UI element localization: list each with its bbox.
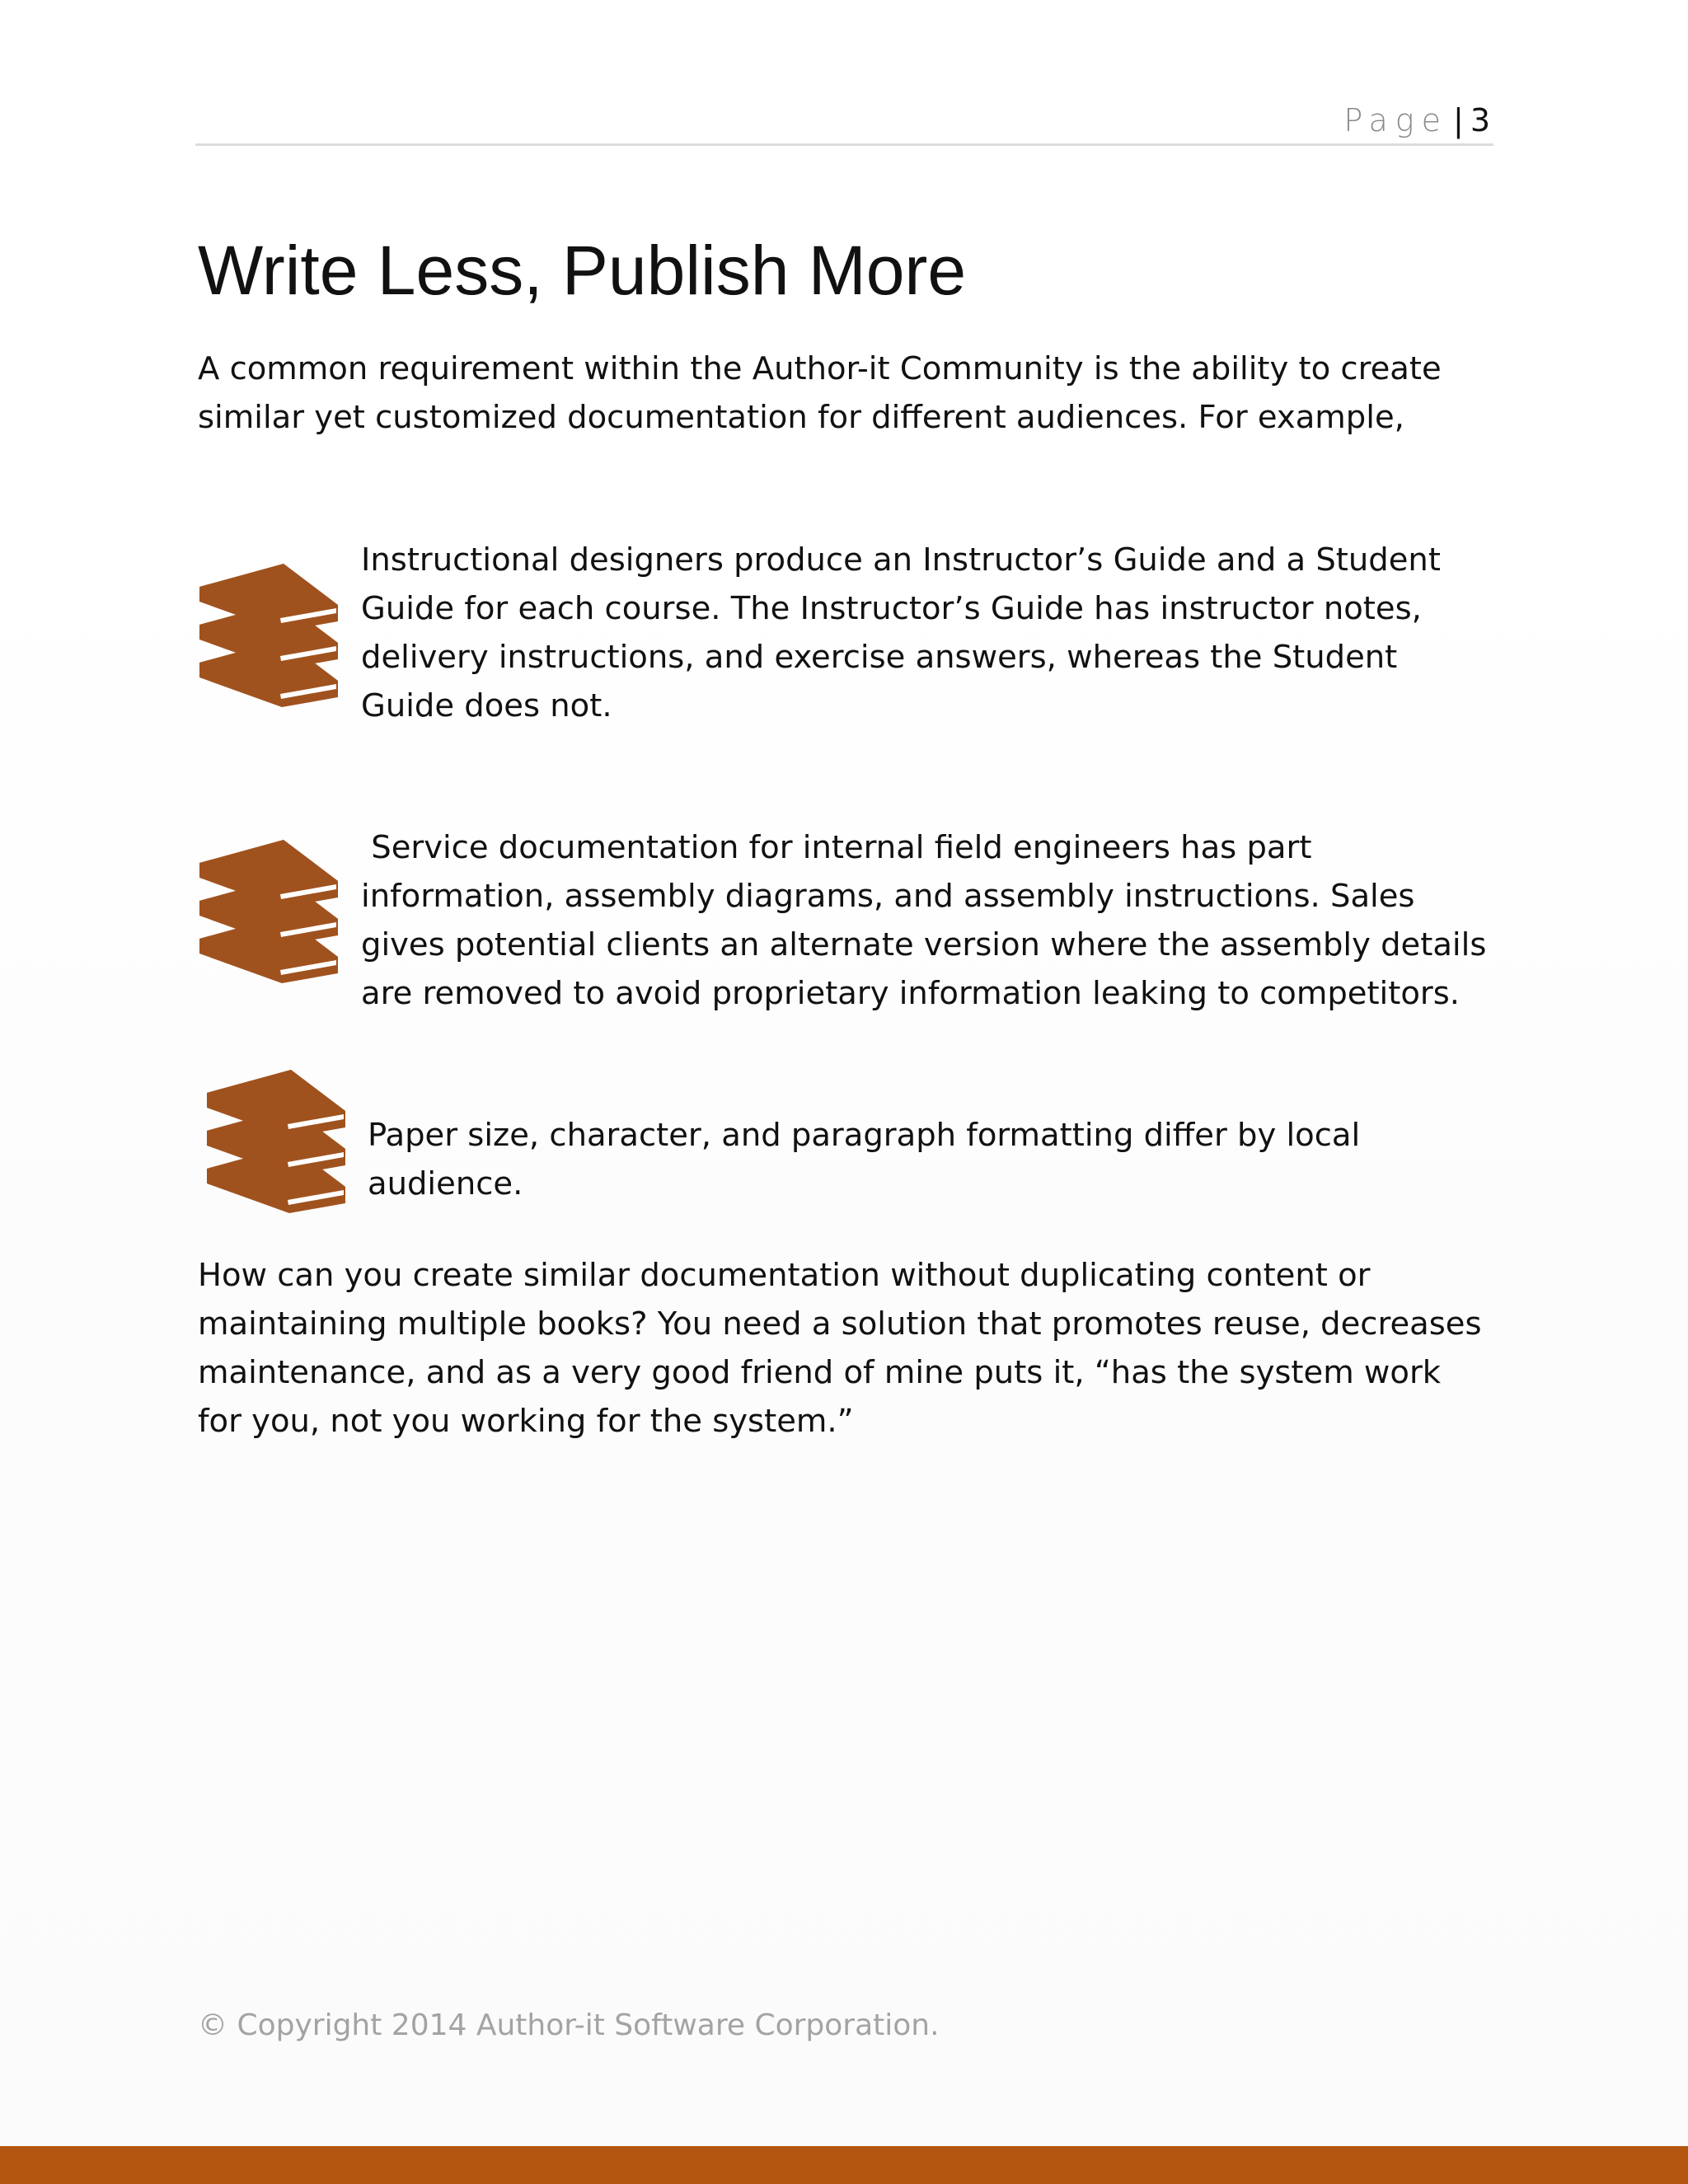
page-number: 3 <box>1470 102 1490 138</box>
books-icon <box>198 552 340 709</box>
page-word: Page <box>1343 102 1448 138</box>
book-stack <box>199 564 338 707</box>
books-icon <box>198 828 340 985</box>
books-icon <box>205 1058 347 1215</box>
footer-bar <box>0 2146 1688 2184</box>
page-title: Write Less, Publish More <box>198 232 967 309</box>
copyright-notice: © Copyright 2014 Author-it Software Corporation. <box>198 2008 940 2042</box>
page-separator: | <box>1453 102 1464 138</box>
closing-paragraph: How can you create similar documentation without duplicating content or maintaining multiple books? You need a solution that promotes reuse, decreases maintenance, and as a very good friend of mine puts it, “has the system work for you, not you working for the system.” <box>198 1257 1482 1440</box>
example-text-2: Service documentation for internal field engineers has part information, assembly diagrams, and assembly instructions. Sales gives potential clients an alternate version where the assembly details are removed to avoid proprietary information leaking to competitors. <box>361 829 1497 1012</box>
example-text-3: Paper size, character, and paragraph formatting differ by local audience. <box>368 1117 1361 1202</box>
book-stack <box>207 1070 345 1213</box>
page-number-label <box>1343 97 1490 143</box>
example-text-1: Instructional designers produce an Instructor’s Guide and a Student Guide for each course. The Instructor’s Guide has instructor notes, delivery instructions, and exercise answers, whereas the Student Guide does not. <box>361 541 1441 724</box>
page-header <box>195 97 1493 146</box>
book-stack <box>199 840 338 983</box>
intro-paragraph: A common requirement within the Author-it Community is the ability to create similar yet customized documentation for different audiences. For example, <box>198 350 1442 436</box>
